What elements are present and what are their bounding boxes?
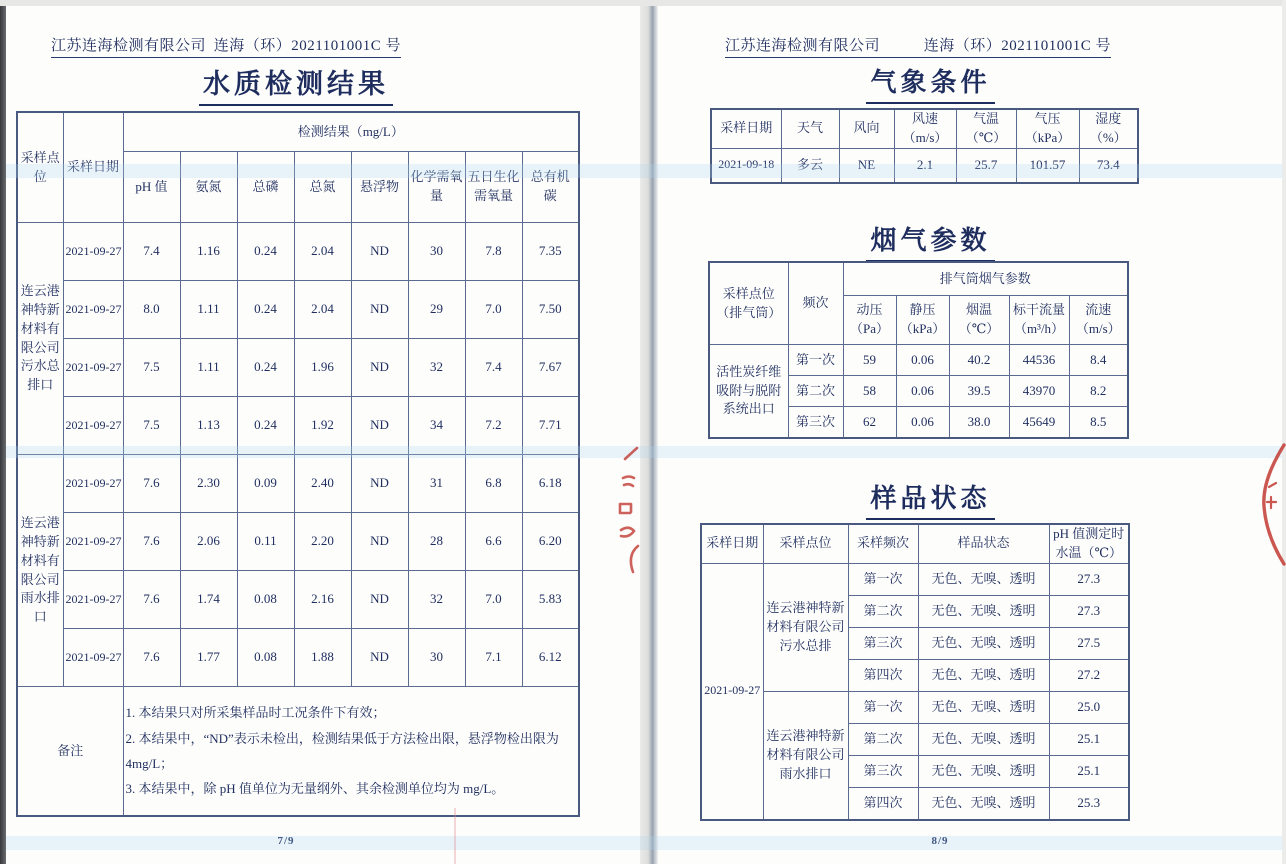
- table-row: [17, 629, 579, 687]
- cell: 27.5: [1049, 627, 1129, 659]
- cell: 2021-09-27: [63, 281, 123, 339]
- page-number-left: 7/9: [277, 835, 295, 847]
- cell: 7.5: [123, 339, 180, 397]
- header-cell: 风速（m/s）: [894, 109, 956, 148]
- cell: 58: [843, 376, 896, 407]
- header-param: 动压（Pa）: [843, 296, 896, 345]
- cell: 第二次: [788, 376, 843, 407]
- site-cell: 活性炭纤维吸附与脱附系统出口: [709, 345, 788, 439]
- cell: 第三次: [788, 407, 843, 439]
- table-row: [17, 339, 579, 397]
- cell: 7.8: [465, 223, 522, 281]
- cell: 7.35: [522, 223, 579, 281]
- cell: 1.92: [294, 397, 351, 455]
- flue-gas-title: 烟气参数: [866, 220, 994, 262]
- cell: 2.40: [294, 455, 351, 513]
- cell: 29: [408, 281, 465, 339]
- header-cell: 样品状态: [918, 524, 1049, 563]
- cell: 7.6: [123, 629, 180, 687]
- cell: 无色、无嗅、透明: [918, 627, 1049, 659]
- date-cell: 2021-09-27: [701, 563, 763, 820]
- cell: 30: [408, 223, 465, 281]
- header-param: 标干流量（m³/h）: [1009, 296, 1069, 345]
- cell: 38.0: [949, 407, 1009, 439]
- cell: 5.83: [522, 571, 579, 629]
- red-stamp-fragment-right: [1254, 440, 1286, 572]
- cell: 8.2: [1069, 376, 1128, 407]
- cell: 1.11: [180, 281, 237, 339]
- weather-table: [710, 108, 1139, 184]
- cell: 0.24: [237, 339, 294, 397]
- cell: ND: [351, 339, 408, 397]
- header-site: 采样点位: [17, 112, 63, 223]
- table-row: [17, 397, 579, 455]
- cell: 无色、无嗅、透明: [918, 659, 1049, 691]
- report-page-7: [6, 0, 640, 864]
- table-row: [17, 281, 579, 339]
- cell: 多云: [781, 148, 839, 183]
- section-title-wrap: [658, 478, 1203, 520]
- header-cell: 采样日期: [711, 109, 781, 148]
- scan-edge-top: [0, 0, 1286, 6]
- cell: 39.5: [949, 376, 1009, 407]
- section-title-wrap: [6, 62, 586, 106]
- table-row: [701, 691, 1129, 723]
- cell: 第一次: [848, 691, 918, 723]
- cell: NE: [839, 148, 894, 183]
- cell: 第三次: [848, 755, 918, 787]
- cell: 第一次: [788, 345, 843, 376]
- cell: 62: [843, 407, 896, 439]
- note-1: 1. 本结果只对所采集样品时工况条件下有效；: [125, 705, 386, 721]
- cell: 0.08: [237, 629, 294, 687]
- cell: 0.24: [237, 223, 294, 281]
- table-row: [17, 571, 579, 629]
- cell: 1.74: [180, 571, 237, 629]
- table-row: [709, 345, 1128, 376]
- cell: 40.2: [949, 345, 1009, 376]
- cell: 30: [408, 629, 465, 687]
- cell: 2.04: [294, 281, 351, 339]
- table-row: [17, 455, 579, 513]
- cell: 0.11: [237, 513, 294, 571]
- doc-number: 连海（环）2021101001C 号: [923, 38, 1111, 54]
- header-cell: 采样频次: [848, 524, 918, 563]
- cell: ND: [351, 223, 408, 281]
- cell: 1.16: [180, 223, 237, 281]
- cell: 25.1: [1049, 755, 1129, 787]
- cell: 无色、无嗅、透明: [918, 787, 1049, 820]
- header-cell: 气压（kPa）: [1016, 109, 1079, 148]
- cell: 2.20: [294, 513, 351, 571]
- cell: 34: [408, 397, 465, 455]
- cell: 无色、无嗅、透明: [918, 563, 1049, 595]
- cell: 7.71: [522, 397, 579, 455]
- cell: 0.24: [237, 397, 294, 455]
- cell: 25.3: [1049, 787, 1129, 820]
- cell: 59: [843, 345, 896, 376]
- cell: 7.6: [123, 513, 180, 571]
- cell: 45649: [1009, 407, 1069, 439]
- cell: 32: [408, 571, 465, 629]
- header-param: 总氮: [294, 152, 351, 223]
- table-row: [701, 563, 1129, 595]
- cell: 2021-09-27: [63, 339, 123, 397]
- cell: 8.0: [123, 281, 180, 339]
- note-2: 2. 本结果中，“ND”表示未检出，检测结果低于方法检出限，悬浮物检出限为 4mg/L；: [125, 730, 559, 771]
- page-header: [51, 34, 401, 58]
- cell: 2.16: [294, 571, 351, 629]
- cell: ND: [351, 281, 408, 339]
- header-cell: 湿度（%）: [1079, 109, 1138, 148]
- weather-title: 气象条件: [866, 62, 994, 104]
- cell: 27.2: [1049, 659, 1129, 691]
- cell: ND: [351, 397, 408, 455]
- cell: 2021-09-27: [63, 455, 123, 513]
- cell: 无色、无嗅、透明: [918, 691, 1049, 723]
- cell: 无色、无嗅、透明: [918, 723, 1049, 755]
- cell: ND: [351, 513, 408, 571]
- cell: 25.7: [956, 148, 1016, 183]
- scan-artifact-line: [454, 808, 456, 864]
- cell: 0.09: [237, 455, 294, 513]
- sample-status-title: 样品状态: [866, 478, 994, 520]
- cell: 第二次: [848, 723, 918, 755]
- header-param: 氨氮: [180, 152, 237, 223]
- cell: 2021-09-27: [63, 513, 123, 571]
- cell: 2021-09-27: [63, 397, 123, 455]
- report-page-8: [658, 0, 1286, 864]
- notes-row: [17, 687, 579, 817]
- cell: 7.6: [123, 571, 180, 629]
- header-param: 总磷: [237, 152, 294, 223]
- cell: 无色、无嗅、透明: [918, 595, 1049, 627]
- cell: 2.04: [294, 223, 351, 281]
- section-title-wrap: [658, 62, 1203, 104]
- cell: 7.6: [123, 455, 180, 513]
- cell: ND: [351, 455, 408, 513]
- note-3: 3. 本结果中，除 pH 值单位为无量纲外、其余检测单位均为 mg/L。: [125, 781, 505, 797]
- water-results-table: [16, 111, 580, 817]
- cell: 43970: [1009, 376, 1069, 407]
- cell: 0.06: [896, 376, 949, 407]
- cell: 28: [408, 513, 465, 571]
- cell: 7.4: [465, 339, 522, 397]
- flue-gas-table: [708, 261, 1129, 439]
- cell: 6.12: [522, 629, 579, 687]
- site-cell: 连云港神特新材料有限公司雨水排口: [763, 691, 848, 820]
- cell: 73.4: [1079, 148, 1138, 183]
- page-gutter: [640, 0, 658, 864]
- cell: 44536: [1009, 345, 1069, 376]
- site-cell: 连云港神特新材料有限公司污水总排口: [17, 223, 63, 455]
- notes-label: 备注: [17, 687, 123, 817]
- header-cell: 采样点位: [763, 524, 848, 563]
- cell: 第一次: [848, 563, 918, 595]
- cell: 6.8: [465, 455, 522, 513]
- cell: 27.3: [1049, 563, 1129, 595]
- section-title-wrap: [658, 220, 1203, 262]
- header-params-group: 排气筒烟气参数: [843, 262, 1128, 296]
- cell: 2.06: [180, 513, 237, 571]
- cell: 0.06: [896, 407, 949, 439]
- cell: 7.67: [522, 339, 579, 397]
- cell: 7.1: [465, 629, 522, 687]
- cell: 0.08: [237, 571, 294, 629]
- header-param: 总有机碳: [522, 152, 579, 223]
- site-cell: 连云港神特新材料有限公司污水总排: [763, 563, 848, 691]
- table-row: [17, 513, 579, 571]
- cell: ND: [351, 571, 408, 629]
- header-param: pH 值: [123, 152, 180, 223]
- doc-number: 连海（环）2021101001C 号: [213, 38, 401, 54]
- cell: 7.0: [465, 281, 522, 339]
- red-stamp-fragment-left: [612, 444, 642, 574]
- cell: 第四次: [848, 659, 918, 691]
- scan-edge-right: [1282, 0, 1286, 864]
- company-name: 江苏连海检测有限公司: [725, 38, 881, 54]
- cell: 101.57: [1016, 148, 1079, 183]
- site-cell: 连云港神特新材料有限公司雨水排口: [17, 455, 63, 687]
- company-name: 江苏连海检测有限公司: [51, 38, 207, 54]
- cell: 0.06: [896, 345, 949, 376]
- header-param: 流速（m/s）: [1069, 296, 1128, 345]
- cell: 25.0: [1049, 691, 1129, 723]
- header-param: 静压（kPa）: [896, 296, 949, 345]
- table-row: [17, 223, 579, 281]
- cell: 32: [408, 339, 465, 397]
- cell: 2.30: [180, 455, 237, 513]
- cell: 第二次: [848, 595, 918, 627]
- cell: 6.18: [522, 455, 579, 513]
- cell: 27.3: [1049, 595, 1129, 627]
- cell: 0.24: [237, 281, 294, 339]
- cell: 6.6: [465, 513, 522, 571]
- cell: 2021-09-27: [63, 223, 123, 281]
- cell: 1.77: [180, 629, 237, 687]
- cell: 8.4: [1069, 345, 1128, 376]
- table-row: [711, 148, 1138, 183]
- header-site: 采样点位（排气筒）: [709, 262, 788, 345]
- water-results-title: 水质检测结果: [199, 62, 393, 106]
- cell: 第三次: [848, 627, 918, 659]
- cell: 1.88: [294, 629, 351, 687]
- notes-content: [123, 687, 579, 817]
- cell: 7.0: [465, 571, 522, 629]
- cell: 无色、无嗅、透明: [918, 755, 1049, 787]
- cell: 2021-09-18: [711, 148, 781, 183]
- header-param: 五日生化需氧量: [465, 152, 522, 223]
- cell: 25.1: [1049, 723, 1129, 755]
- header-cell: pH 值测定时水温（℃）: [1049, 524, 1129, 563]
- header-cell: 天气: [781, 109, 839, 148]
- header-param: 烟温（℃）: [949, 296, 1009, 345]
- cell: 1.96: [294, 339, 351, 397]
- cell: 7.50: [522, 281, 579, 339]
- header-cell: 风向: [839, 109, 894, 148]
- cell: 7.5: [123, 397, 180, 455]
- scan-edge-left: [0, 0, 6, 864]
- page-number-right: 8/9: [931, 835, 949, 847]
- cell: 7.2: [465, 397, 522, 455]
- cell: 1.11: [180, 339, 237, 397]
- cell: 8.5: [1069, 407, 1128, 439]
- cell: 1.13: [180, 397, 237, 455]
- header-param: 化学需氧量: [408, 152, 465, 223]
- header-date: 采样日期: [63, 112, 123, 223]
- cell: 6.20: [522, 513, 579, 571]
- cell: 2021-09-27: [63, 571, 123, 629]
- header-results-group: 检测结果（mg/L）: [123, 112, 579, 152]
- header-frequency: 频次: [788, 262, 843, 345]
- header-cell: 气温（℃）: [956, 109, 1016, 148]
- cell: ND: [351, 629, 408, 687]
- page-header: [725, 34, 1111, 58]
- header-cell: 采样日期: [701, 524, 763, 563]
- sample-status-table: [700, 523, 1130, 821]
- cell: 7.4: [123, 223, 180, 281]
- cell: 31: [408, 455, 465, 513]
- cell: 2.1: [894, 148, 956, 183]
- cell: 2021-09-27: [63, 629, 123, 687]
- cell: 第四次: [848, 787, 918, 820]
- header-param: 悬浮物: [351, 152, 408, 223]
